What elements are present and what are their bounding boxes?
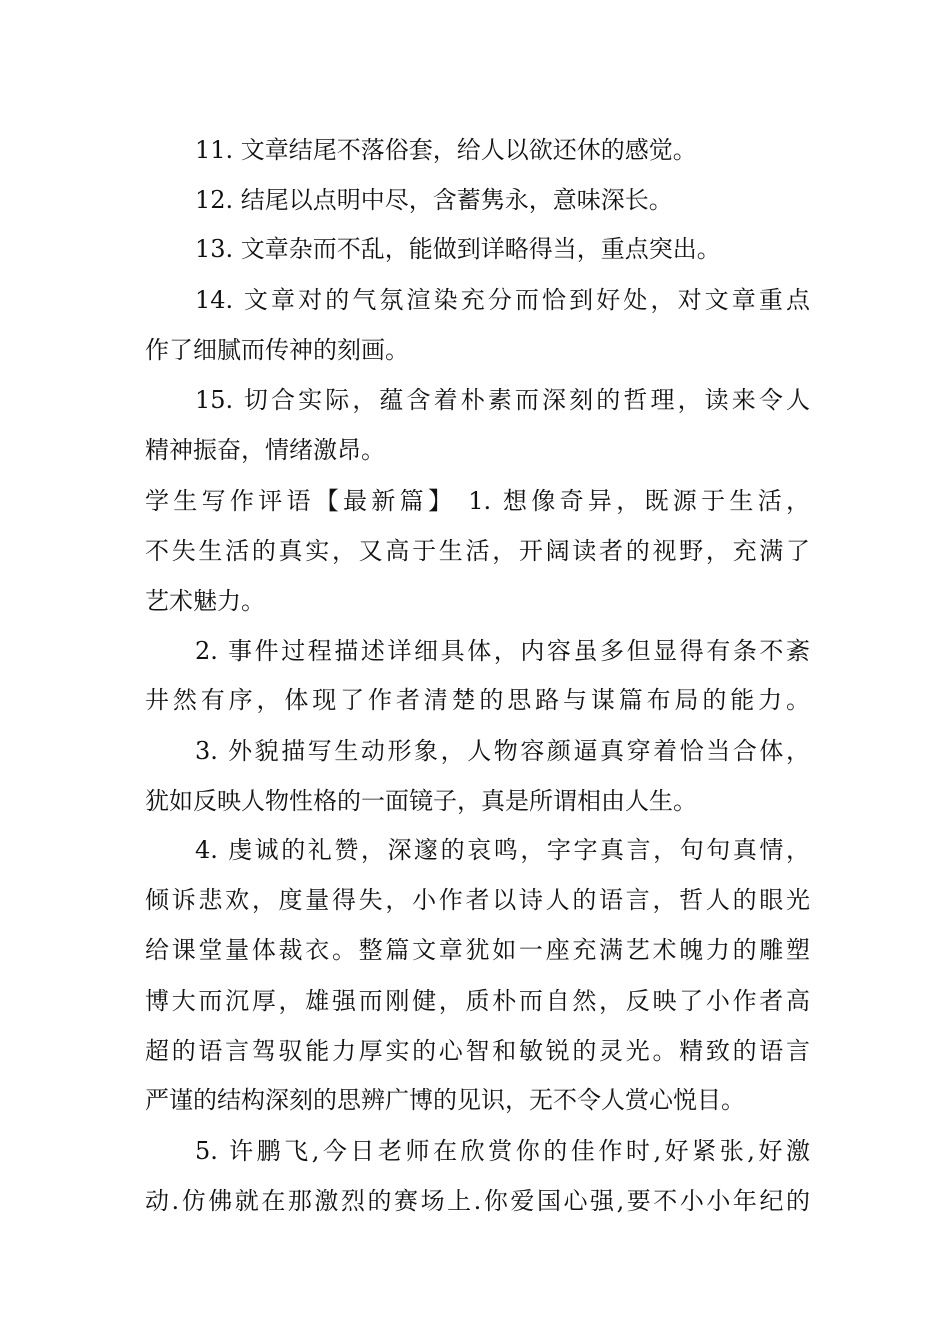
comment-14-line-2: 作了细腻而传神的刻画。	[145, 336, 409, 364]
comment-2-line-2: 井然有序，体现了作者清楚的思路与谋篇布局的能力。	[145, 686, 810, 714]
comment-11: 11. 文章结尾不落俗套，给人以欲还休的感觉。	[195, 136, 697, 164]
comment-13: 13. 文章杂而不乱，能做到详略得当，重点突出。	[195, 235, 721, 263]
comment-5-line-1: 5. 许鹏飞,今日老师在欣赏你的佳作时,好紧张,好激	[195, 1137, 810, 1165]
comment-4-line-6: 严谨的结构深刻的思辨广博的见识，无不令人赏心悦目。	[145, 1086, 745, 1114]
comment-12: 12. 结尾以点明中尽，含蓄隽永，意味深长。	[195, 186, 673, 214]
comment-15-line-1: 15. 切合实际，蕴含着朴素而深刻的哲理，读来令人	[195, 386, 810, 414]
comment-2-line-1: 2. 事件过程描述详细具体，内容虽多但显得有条不紊	[195, 637, 810, 665]
comment-1-line-2: 不失生活的真实，又高于生活，开阔读者的视野，充满了	[145, 537, 810, 565]
comment-4-line-5: 超的语言驾驭能力厚实的心智和敏锐的灵光。精致的语言	[145, 1037, 810, 1065]
comment-4-line-1: 4. 虔诚的礼赞，深邃的哀鸣，字字真言，句句真情，	[195, 836, 810, 864]
comment-4-line-3: 给课堂量体裁衣。整篇文章犹如一座充满艺术魄力的雕塑	[145, 936, 810, 964]
comment-5-line-2: 动.仿佛就在那激烈的赛场上.你爱国心强,要不小小年纪的	[145, 1187, 810, 1215]
comment-1-line-3: 艺术魅力。	[145, 587, 265, 615]
comment-3-line-1: 3. 外貌描写生动形象，人物容颜逼真穿着恰当合体，	[195, 737, 810, 765]
comment-3-line-2: 犹如反映人物性格的一面镜子，真是所谓相由人生。	[145, 787, 697, 815]
comment-15-line-2: 精神振奋，情绪激昂。	[145, 436, 385, 464]
section-heading-line: 学生写作评语【最新篇】 1. 想像奇异，既源于生活，	[145, 487, 810, 515]
comment-4-line-4: 博大而沉厚，雄强而刚健，质朴而自然，反映了小作者高	[145, 987, 810, 1015]
comment-14-line-1: 14. 文章对的气氛渲染充分而恰到好处，对文章重点	[195, 286, 810, 314]
comment-4-line-2: 倾诉悲欢，度量得失，小作者以诗人的语言，哲人的眼光	[145, 886, 810, 914]
